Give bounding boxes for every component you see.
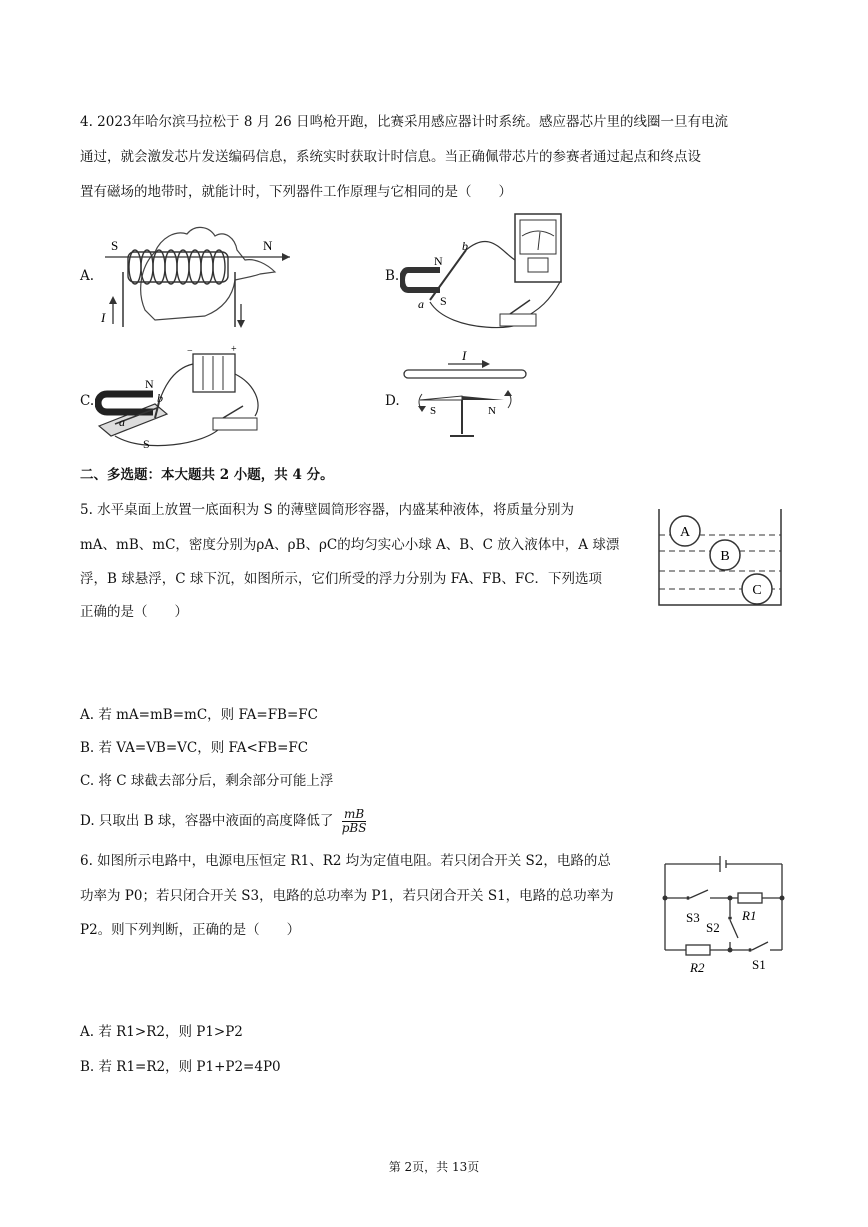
q4-option-c-label: C. xyxy=(80,393,95,409)
label-n: N xyxy=(145,377,154,391)
label-s: S xyxy=(111,238,119,253)
ball-a-label: A xyxy=(679,525,691,540)
q6-figure-circuit xyxy=(660,852,790,977)
label-a: a xyxy=(119,415,125,429)
q6-option-a: A. 若 R1>R2，则 P1>P2 xyxy=(80,1024,243,1040)
q5-option-d xyxy=(80,808,368,835)
q5-figure-container xyxy=(655,505,785,609)
q5-option-d-text: D. 只取出 B 球，容器中液面的高度降低了 xyxy=(80,813,334,829)
svg-text:−: − xyxy=(187,346,193,357)
q6-line1: 6. 如图所示电路中，电源电压恒定 R1、R2 均为定值电阻。若只闭合开关 S2，电路的总 xyxy=(80,853,611,869)
label-s3: S3 xyxy=(686,910,700,925)
q4-option-d-label: D. xyxy=(385,393,400,409)
q6-option-b: B. 若 R1=R2，则 P1+P2=4P0 xyxy=(80,1059,281,1075)
q4-stem-line1: 4. 2023年哈尔滨马拉松于 8 月 26 日鸣枪开跑，比赛采用感应器计时系统。感应器芯片里的线圈一旦有电流 xyxy=(80,114,728,130)
ball-b-label: B xyxy=(720,549,730,564)
q6-line3: P2。则下列判断，正确的是（ ） xyxy=(80,922,301,938)
q5-line2: mA、mB、mC，密度分别为ρA、ρB、ρC的均匀实心小球 A、B、C 放入液体中，A 球漂 xyxy=(80,537,620,553)
page-number: 第 2页，共 13页 xyxy=(388,1160,480,1174)
label-n: N xyxy=(434,254,443,268)
svg-text:+: + xyxy=(231,344,237,355)
label-i: I xyxy=(462,348,467,363)
q4-figure-d-oersted xyxy=(400,348,535,448)
ball-c-label: C xyxy=(752,583,762,598)
q5-line1: 5. 水平桌面上放置一底面积为 S 的薄壁圆筒形容器，内盛某种液体，将质量分别为 xyxy=(80,502,575,518)
q4-option-a-label: A. xyxy=(80,268,95,284)
q5-line3: 浮，B 球悬浮，C 球下沉，如图所示，它们所受的浮力分别为 FA、FB、FC．下列选项 xyxy=(80,571,603,587)
q6-line2: 功率为 P0；若只闭合开关 S3，电路的总功率为 P1，若只闭合开关 S1，电路的总功率为 xyxy=(80,888,614,904)
label-n: N xyxy=(263,238,273,253)
label-i: I xyxy=(101,310,106,325)
label-s2: S2 xyxy=(706,920,720,935)
q4-figure-a-solenoid xyxy=(95,212,295,334)
q5-option-a: A. 若 mA=mB=mC，则 FA=FB=FC xyxy=(80,707,318,723)
fraction-numerator: mB xyxy=(344,807,365,821)
q4-stem-line2: 通过，就会激发芯片发送编码信息，系统实时获取计时信息。当正确佩带芯片的参赛者通过起点和终点设 xyxy=(80,149,701,165)
q5-option-b: B. 若 VA=VB=VC，则 FA<FB=FC xyxy=(80,740,309,756)
q5-option-d-fraction xyxy=(340,808,369,835)
label-s: S xyxy=(430,405,437,417)
q4-figure-c-motor xyxy=(95,344,270,454)
label-s: S xyxy=(143,437,150,451)
label-n: N xyxy=(488,405,496,417)
label-b: b xyxy=(462,239,468,253)
q5-option-c: C. 将 C 球截去部分后，剩余部分可能上浮 xyxy=(80,773,334,789)
section-heading: 二、多选题：本大题共 2 小题，共 4 分。 xyxy=(80,467,334,483)
fraction-denominator: pBS xyxy=(341,821,367,835)
q4-option-b-label: B. xyxy=(385,268,400,284)
q4-figure-b-generator xyxy=(400,210,570,338)
label-b: b xyxy=(157,391,163,405)
label-r2: R2 xyxy=(690,960,705,975)
q4-stem-line3: 置有磁场的地带时，就能计时，下列器件工作原理与它相同的是（ ） xyxy=(80,184,512,200)
label-s: S xyxy=(440,294,447,308)
label-s1: S1 xyxy=(752,957,766,972)
q5-line4: 正确的是（ ） xyxy=(80,604,188,620)
label-r1: R1 xyxy=(742,908,757,923)
label-a: a xyxy=(418,297,424,311)
